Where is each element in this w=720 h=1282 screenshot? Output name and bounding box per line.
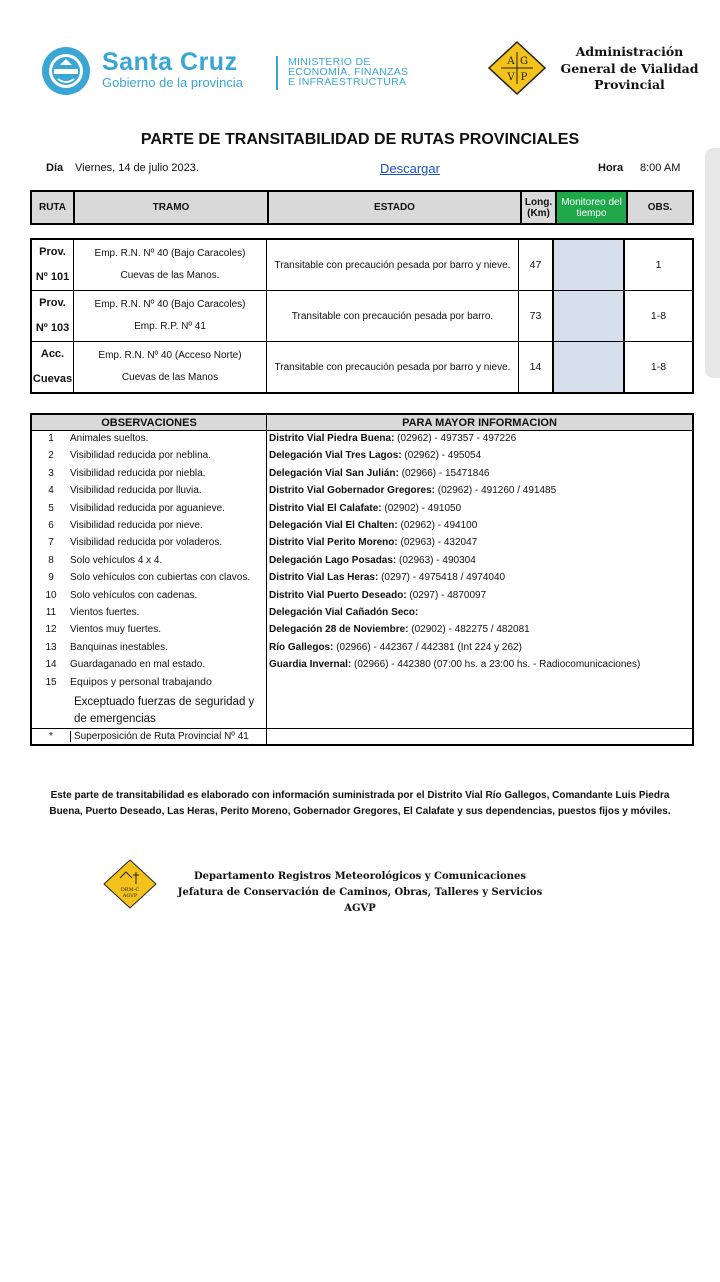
drmc-logo-icon xyxy=(102,858,158,910)
route-tramo-start: Emp. R.N. Nº 40 (Bajo Caracoles) xyxy=(94,248,246,259)
download-link[interactable]: Descargar xyxy=(380,161,440,176)
route-long: 47 xyxy=(519,239,554,291)
col-monitoreo: Monitoreo del tiempo xyxy=(556,191,627,224)
routes-header xyxy=(30,190,694,225)
agvp-letter-p: P xyxy=(520,72,528,83)
col-tramo: TRAMO xyxy=(74,191,268,224)
route-estado: Transitable con precaución pesada por barro y nieve. xyxy=(267,239,519,291)
info-list xyxy=(267,431,694,729)
agvp-letter-v: V xyxy=(507,72,515,83)
col-estado: ESTADO xyxy=(268,191,521,224)
observations-list xyxy=(31,431,267,729)
agvp-letter-a: A xyxy=(507,56,515,67)
route-tramo-start: Emp. R.N. Nº 40 (Acceso Norte) xyxy=(98,350,242,361)
list-item: 4 Visibilidad reducida por lluvia. xyxy=(48,485,202,497)
santa-cruz-seal-icon xyxy=(40,45,92,97)
contact-item: Distrito Vial El Calafate: (02902) - 491050 xyxy=(269,502,462,514)
list-item: 1 Animales sueltos. xyxy=(48,433,149,444)
agency-name: Administración General de Vialidad Provincial xyxy=(560,44,699,92)
header-divider xyxy=(276,56,278,90)
drmc-logo-line1: DRM-C xyxy=(120,887,140,893)
col-obs: OBS. xyxy=(627,191,693,224)
list-item: 15 Equipos y personal trabajando xyxy=(45,676,212,689)
list-item: 7 Visibilidad reducida por voladeros. xyxy=(48,537,223,549)
contact-item: Distrito Vial Piedra Buena: (02962) - 497357 - 497226 xyxy=(269,433,517,444)
observations-table xyxy=(30,413,694,746)
list-item: 14 Guardaganado en mal estado. xyxy=(45,659,206,671)
route-monitoreo-cell xyxy=(553,342,624,394)
list-item: 10 Solo vehículos con cadenas. xyxy=(45,589,198,601)
routes-table xyxy=(30,238,694,394)
drmc-logo-line2: AGVP xyxy=(122,893,138,899)
asterisk-mark: * xyxy=(32,731,71,742)
list-item: 5 Visibilidad reducida por aguanieve. xyxy=(48,502,225,514)
list-item: 2 Visibilidad reducida por neblina. xyxy=(48,450,212,462)
list-item: 8 Solo vehículos 4 x 4. xyxy=(48,554,163,566)
contact-item: Distrito Vial Las Heras: (0297) - 4975418 / 4974040 xyxy=(269,572,506,584)
route-long: 73 xyxy=(519,291,554,342)
contact-item: Delegación Vial El Chalten: (02962) - 494100 xyxy=(269,519,478,531)
table-row: Prov. Nº 103 Emp. R.N. Nº 40 (Bajo Caracoles) Emp. R.P. Nº 41 Transitable con precaución pesada por barro. 73 1-8 xyxy=(31,291,693,342)
route-obs: 1-8 xyxy=(624,342,693,394)
route-code: Acc. xyxy=(40,348,65,360)
list-item: 9 Solo vehículos con cubiertas con clavos. xyxy=(48,572,251,584)
col-ruta: RUTA xyxy=(31,191,74,224)
asterisk-row xyxy=(31,728,267,745)
ministry-name: MINISTERIO DE ECONOMÍA, FINANZAS E INFRAESTRUCTURA xyxy=(288,56,409,88)
route-tramo-start: Emp. R.N. Nº 40 (Bajo Caracoles) xyxy=(94,299,246,310)
agvp-letter-g: G xyxy=(520,56,528,67)
asterisk-note: Superposición de Ruta Provincial Nº 41 xyxy=(74,730,249,742)
observations-title: OBSERVACIONES xyxy=(31,414,267,431)
route-obs: 1-8 xyxy=(624,291,693,342)
page-title: PARTE DE TRANSITABILIDAD DE RUTAS PROVINCIALES xyxy=(140,131,580,148)
table-row: Prov. Nº 101 Emp. R.N. Nº 40 (Bajo Caracoles) Cuevas de las Manos. Transitable con precaución pesada por barro y nieve. 47 1 xyxy=(31,239,693,291)
list-item: 11 Vientos fuertes. xyxy=(45,606,140,618)
route-obs: 1 xyxy=(624,239,693,291)
route-tramo-end: Cuevas de las Manos. xyxy=(120,270,220,281)
report-time: 8:00 AM xyxy=(640,162,681,174)
contact-item: Guardia Invernal: (02966) - 442380 (07:00 hs. a 23:00 hs. - Radiocomunicaciones) xyxy=(269,659,641,671)
agvp-logo-icon xyxy=(487,40,547,96)
contact-item: Distrito Vial Gobernador Gregores: (02962) - 491260 / 491485 xyxy=(269,485,557,497)
contact-item: Distrito Vial Puerto Deseado: (0297) - 4870097 xyxy=(269,589,487,601)
route-code: Prov. xyxy=(39,297,66,309)
route-monitoreo-cell xyxy=(553,239,624,291)
contact-item: Distrito Vial Perito Moreno: (02963) - 432047 xyxy=(269,537,478,549)
contact-item: Delegación Vial San Julián: (02966) - 15471846 xyxy=(269,467,490,479)
list-item: 12 Vientos muy fuertes. xyxy=(45,624,161,636)
footer-note: Este parte de transitabilidad es elaborado con información suministrada por el Distrito Vial Río Gallegos, Comandante Luis Piedra Buena, Puerto Deseado, Las Heras, Perito Moreno, Gobernador Gregores, El Calafate y sus dependencias, puestos fijos y móviles. xyxy=(49,790,671,817)
info-title: PARA MAYOR INFORMACION xyxy=(267,414,694,431)
route-monitoreo-cell xyxy=(553,291,624,342)
col-long: Long. (Km) xyxy=(521,191,556,224)
table-row: Acc. Cuevas Emp. R.N. Nº 40 (Acceso Norte) Cuevas de las Manos Transitable con precaución pesada por barro y nieve. 14 1-8 xyxy=(31,342,693,394)
day-label: Día xyxy=(46,162,64,174)
contact-item: Río Gallegos: (02966) - 442367 / 442381 (Int 224 y 262) xyxy=(269,641,522,653)
gov-subtitle: Gobierno de la provincia xyxy=(102,75,243,90)
list-item: 3 Visibilidad reducida por niebla. xyxy=(48,467,206,479)
report-date: Viernes, 14 de julio 2023. xyxy=(75,162,199,174)
contact-item: Delegación Lago Posadas: (02963) - 490304 xyxy=(269,554,476,566)
route-tramo-end: Emp. R.P. Nº 41 xyxy=(134,321,206,332)
contact-item: Delegación Vial Tres Lagos: (02962) - 495054 xyxy=(269,450,482,462)
list-item: 13 Banquinas inestables. xyxy=(45,641,168,653)
time-label: Hora xyxy=(598,162,624,174)
contact-item: Delegación Vial Cañadón Seco: xyxy=(269,606,419,618)
route-estado: Transitable con precaución pesada por barro. xyxy=(267,291,519,342)
department-signature: Departamento Registros Meteorológicos y Comunicaciones Jefatura de Conservación de Caminos, Obras, Talleres y Servicios AGVP xyxy=(177,871,543,914)
gov-title: Santa Cruz xyxy=(102,48,238,76)
route-long: 14 xyxy=(519,342,554,394)
side-scroll-handle[interactable] xyxy=(705,148,720,378)
exception-note: Exceptuado fuerzas de seguridad y de emergencias xyxy=(74,695,255,725)
route-estado: Transitable con precaución pesada por barro y nieve. xyxy=(267,342,519,394)
contact-item: Delegación 28 de Noviembre: (02902) - 482275 / 482081 xyxy=(269,624,530,636)
route-tramo-end: Cuevas de las Manos xyxy=(121,372,219,383)
route-code: Prov. xyxy=(39,246,66,258)
list-item: 6 Visibilidad reducida por nieve. xyxy=(48,519,203,531)
